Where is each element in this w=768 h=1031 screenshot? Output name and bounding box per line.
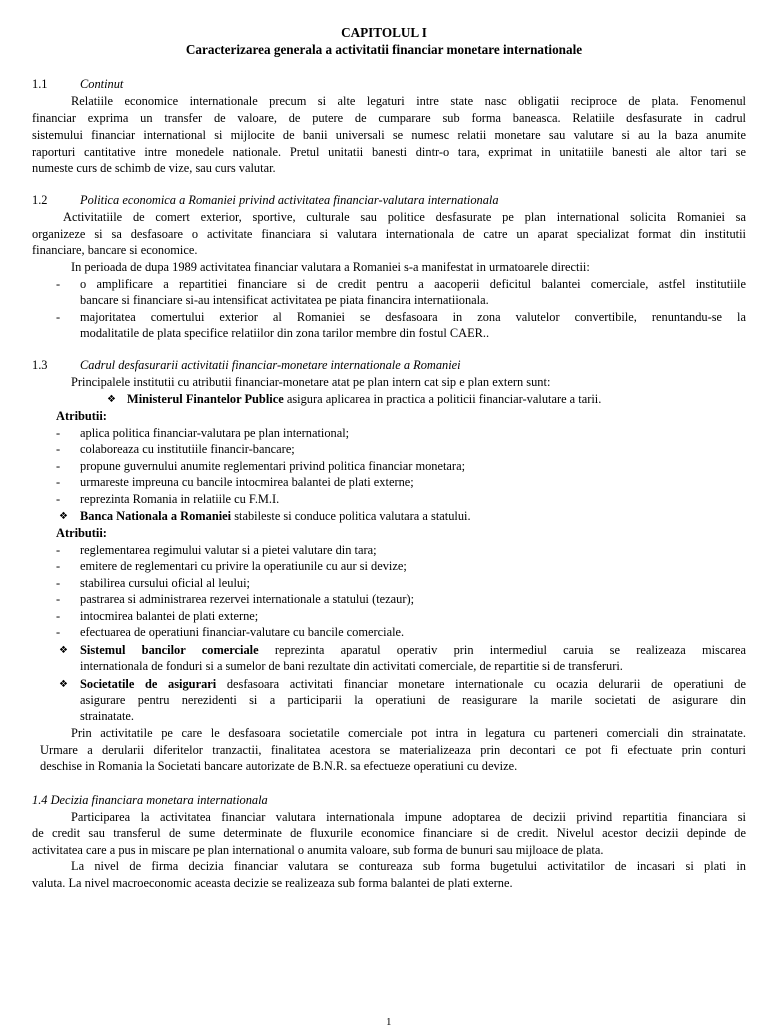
dash-icon: - (56, 625, 61, 639)
ministry-text: asigura aplicarea in practica a politicii financiar-valutare a tarii. (283, 392, 602, 406)
insurers-line-3: strainatate. (80, 709, 135, 723)
dash-icon: - (56, 559, 61, 573)
diamond-bullet-icon: ❖ (59, 511, 68, 522)
diamond-bullet-icon: ❖ (59, 679, 68, 690)
ministry-atributii-heading: Atributii: (56, 409, 107, 423)
dash-icon: - (56, 426, 61, 440)
ministry-item: propune guvernului anumite reglementari privind politica financiar monetara; (80, 459, 466, 473)
bnr-text: stabileste si conduce politica valutara a statului. (231, 509, 471, 523)
dash-icon: - (56, 576, 61, 590)
dash-icon: - (56, 543, 61, 557)
bnr-item: intocmirea balantei de plati externe; (80, 609, 259, 623)
dash-icon: - (56, 609, 61, 623)
section-1-1-title: Continut (80, 77, 124, 91)
s12-p2: In perioada de dupa 1989 activitatea financiar valutara a Romaniei s-a manifestat in urmatoarele directii: (71, 260, 590, 274)
bnr-item: efectuarea de operatiuni financiar-valutare cu bancile comerciale. (80, 625, 405, 639)
commercial-banks-line-1 (80, 642, 746, 659)
section-1-2-number: 1.2 (32, 193, 48, 207)
page-number: 1 (386, 1016, 392, 1028)
insurers-line-2: asigurare pentru nerezidenti si a participarii la operatiuni de reasigurare la marile societati de asigurare din (80, 693, 746, 707)
dash-icon: - (56, 310, 61, 324)
s11-line-4: raporturi cantitative intre monedele nationale. Pretul unitatii banesti dintr-o tara, exprimat in unitatiile banesti ale altor tari se (32, 145, 746, 159)
s12-p1-line-2: organizeze si sa desfasoare o activitate financiara si valutara internationala de catre un aparat specializat format din institutii (32, 227, 746, 241)
section-1-4-title: 1.4 Decizia financiara monetara internationala (32, 793, 268, 807)
bnr-item: emitere de reglementari cu privire la operatiunile cu aur si devize; (80, 559, 407, 573)
bnr-atributii-heading: Atributii: (56, 526, 107, 540)
s13-final-line-2: Urmare a derularii diferitelor tranzactii, finalitatea acestora se materializeaza prin decontari ce pot fi efectuate prin conturi (40, 743, 746, 757)
s14-p2-line-1: La nivel de firma decizia financiar valutara se contureaza sub forma bugetului activitatilor de incasari si plati in (71, 859, 746, 873)
section-1-1-number: 1.1 (32, 77, 48, 91)
dash-icon: - (56, 277, 61, 291)
s12-bullet-2-line-1: majoritatea comertului exterior al Romaniei se desfasoara in zona valutelor convertibile, renuntandu-se la (80, 310, 746, 324)
ministry-item: urmareste impreuna cu bancile intocmirea balantei de plati externe; (80, 475, 414, 489)
bnr-item: reglementarea regimului valutar si a pietei valutare din tara; (80, 543, 377, 557)
dash-icon: - (56, 492, 61, 506)
section-1-3-number: 1.3 (32, 358, 48, 372)
s12-bullet-1-line-2: bancare si financiare si-au intensificat activitatea pe piata financira internatiionala. (80, 293, 489, 307)
diamond-bullet-icon: ❖ (107, 394, 116, 405)
dash-icon: - (56, 442, 61, 456)
dash-icon: - (56, 459, 61, 473)
s11-line-1: Relatiile economice internationale precum si alte legaturi intre state nasc obligatii reciproce de plata. Fenomenul (71, 94, 746, 108)
insurers-line-1 (80, 676, 746, 693)
s14-p1-line-2: de credit sau transferul de sume determinate de fluxurile economice financiare si de credit. Nivelul acestor decizii depinde de (32, 826, 746, 840)
s11-line-5: numeste curs de schimb de vize, sau curs valutar. (32, 161, 276, 175)
section-1-3-title: Cadrul desfasurarii activitatii financiar-monetare internationale a Romaniei (80, 358, 461, 372)
commercial-banks-text: reprezinta aparatul operativ prin intermediul caruia se realizeaza miscarea (258, 643, 746, 657)
dash-icon: - (56, 592, 61, 606)
ministry-item: aplica politica financiar-valutara pe plan international; (80, 426, 350, 440)
s11-line-3: sistemului financiar international si mijlocite de banii universali se numesc relatii monetare sau valutare si au la baza anumite (32, 128, 746, 142)
s12-p1-line-1: Activitatiile de comert exterior, sportive, culturale sau politice desfasurate pe plan international solicita Romaniei sa (63, 210, 746, 224)
commercial-banks-name: Sistemul bancilor comerciale (80, 643, 259, 657)
s14-p2-line-2: valuta. La nivel macroeconomic aceasta decizie se realizeaza sub forma balantei de plati externe. (32, 876, 513, 890)
dash-icon: - (56, 475, 61, 489)
ministry-name: Ministerul Finantelor Publice (127, 392, 284, 406)
chapter-subtitle: Caracterizarea generala a activitatii financiar monetare internationale (185, 42, 583, 57)
section-1-2-title: Politica economica a Romaniei privind activitatea financiar-valutara internationala (80, 193, 499, 207)
bnr-entry (80, 508, 471, 525)
bnr-item: pastrarea si administrarea rezervei internationale a statului (tezaur); (80, 592, 415, 606)
s14-p1-line-3: activitatea care a pus in miscare pe plan international o anumita valoare, sub forma de bunuri sau mijloace de plata. (32, 843, 604, 857)
s12-p1-line-3: financiare, bancare si economice. (32, 243, 198, 257)
bnr-name: Banca Nationala a Romaniei (80, 509, 232, 523)
chapter-title: CAPITOLUL I (341, 25, 427, 40)
commercial-banks-line-2: internationala de fonduri si a sumelor de bani rezultate din activitati comerciale, de repartitie si de transferuri. (80, 659, 623, 673)
insurers-name: Societatile de asigurari (80, 677, 217, 691)
s12-bullet-2-line-2: modalitatile de plata specifice relatiilor din zona tarilor membre din fostul CAER.. (80, 326, 490, 340)
ministry-item: colaboreaza cu institutiile financir-bancare; (80, 442, 295, 456)
insurers-text: desfasoara activitati financiar monetare internationale cu ocazia delurarii de operatiuni de (216, 677, 747, 691)
s12-bullet-1-line-1: o amplificare a repartitiei financiare si de credit pentru a aacoperii deficitul balantei comerciale, astfel institutiile (80, 277, 746, 291)
s13-intro: Principalele institutii cu atributii financiar-monetare atat pe plan intern cat sip e plan extern sunt: (71, 375, 551, 389)
s14-p1-line-1: Participarea la activitatea financiar valutara internationala impune adoptarea de decizii privind repartitia financiara si (71, 810, 746, 824)
s13-final-line-3: deschise in Romania la Societati bancare autorizate de B.N.R. sa efectueze operatiuni cu devize. (40, 759, 518, 773)
ministry-item: reprezinta Romania in relatiile cu F.M.I. (80, 492, 280, 506)
s13-final-line-1: Prin activitatile pe care le desfasoara societatile comerciale pot intra in legatura cu parteneri comerciali din strainatate. (71, 726, 746, 740)
s11-line-2: financiar exprima un transfer de valoare, de putere de cumparare sub forma baneasca. Relatiile desfasurate in cadrul (32, 111, 746, 125)
bnr-item: stabilirea cursului oficial al leului; (80, 576, 250, 590)
ministry-entry (127, 391, 601, 408)
diamond-bullet-icon: ❖ (59, 645, 68, 656)
